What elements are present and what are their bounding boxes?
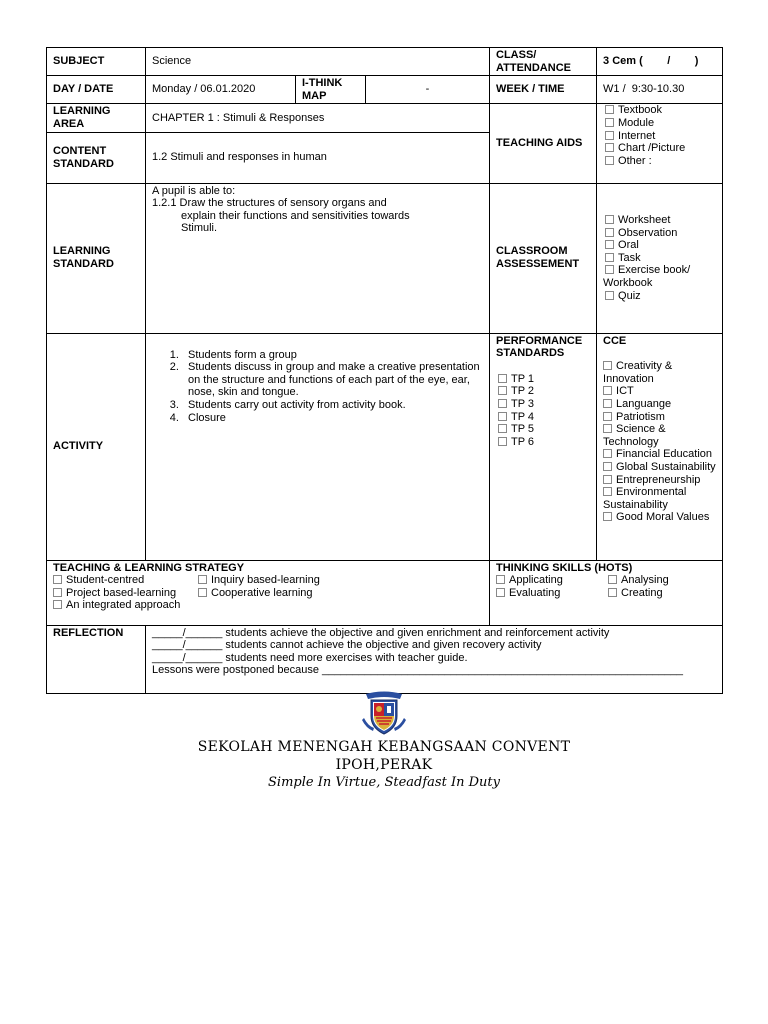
- classroom-assessment-label: CLASSROOM ASSESSEMENT: [490, 183, 597, 333]
- assess-list-item[interactable]: [603, 239, 716, 252]
- assess-list-item[interactable]: [603, 227, 716, 240]
- checkbox-icon[interactable]: [496, 588, 505, 597]
- learning-standard-value: [146, 183, 490, 333]
- ls-line-4: Stimuli.: [181, 222, 218, 235]
- class-label: CLASS/ ATTENDANCE: [490, 48, 597, 76]
- checkbox-icon[interactable]: [498, 386, 507, 395]
- aids-list-text: Textbook: [618, 104, 663, 117]
- assess-list-item[interactable]: [603, 214, 716, 227]
- checkbox-icon[interactable]: [603, 412, 612, 421]
- assess-list-item[interactable]: [603, 264, 716, 277]
- strat-left-text: Project based-learning: [66, 586, 177, 599]
- checkbox-icon[interactable]: [498, 412, 507, 421]
- checkbox-icon[interactable]: [498, 399, 507, 408]
- cce-list-item[interactable]: [603, 398, 716, 411]
- checkbox-icon[interactable]: [603, 462, 612, 471]
- reflection-line-1[interactable]: _____/______ students achieve the objective and given enrichment and reinforcement activity: [152, 626, 610, 639]
- school-name: SEKOLAH MENENGAH KEBANGSAAN CONVENT: [197, 739, 571, 755]
- checkbox-icon[interactable]: [603, 424, 612, 433]
- content-standard-value: 1.2 Stimuli and responses in human: [146, 132, 490, 183]
- cce-list-text: Environmental Sustainability: [603, 486, 687, 511]
- checkbox-icon[interactable]: [603, 386, 612, 395]
- assess-list-item[interactable]: [603, 290, 716, 303]
- subject-value: Science: [146, 48, 490, 76]
- checkbox-icon[interactable]: [605, 240, 614, 249]
- cce-list-item[interactable]: [603, 411, 716, 424]
- reflection-cell: [146, 625, 723, 693]
- subject-label: SUBJECT: [47, 48, 146, 76]
- checkbox-icon[interactable]: [603, 361, 612, 370]
- cce-list-item[interactable]: [603, 486, 716, 511]
- content-standard-label: CONTENT STANDARD: [47, 132, 146, 183]
- strategy-cell: [47, 560, 490, 625]
- cce-list-text: Good Moral Values: [616, 511, 710, 524]
- strat-left-item[interactable]: [53, 599, 198, 612]
- checkbox-icon[interactable]: [605, 118, 614, 127]
- tp-list-item[interactable]: [496, 398, 590, 411]
- lesson-plan-table: [46, 47, 723, 694]
- checkbox-icon[interactable]: [605, 156, 614, 165]
- class-value: 3 Cem ( / ): [597, 48, 723, 76]
- checkbox-icon[interactable]: [603, 512, 612, 521]
- checkbox-icon[interactable]: [198, 575, 207, 584]
- cce-list-text: Entrepreneurship: [616, 473, 701, 486]
- ls-line-3: explain their functions and sensitivities towards: [181, 209, 410, 222]
- checkbox-icon[interactable]: [605, 253, 614, 262]
- checkbox-icon[interactable]: [53, 575, 62, 584]
- checkbox-icon[interactable]: [496, 575, 505, 584]
- ithink-value: -: [366, 76, 490, 104]
- checkbox-icon[interactable]: [198, 588, 207, 597]
- cce-list-text: Financial Education: [616, 448, 713, 461]
- strategy-label: TEACHING & LEARNING STRATEGY: [53, 561, 245, 574]
- assess-list-text: Observation: [618, 226, 678, 239]
- cce-cell: [597, 333, 723, 560]
- teaching-aids-list: [597, 104, 723, 183]
- thinking-label: THINKING SKILLS (HOTS): [496, 561, 633, 574]
- tp-list-item[interactable]: [496, 411, 590, 424]
- assess-list-text: Quiz: [618, 289, 641, 302]
- reflection-line-3[interactable]: _____/______ students need more exercises with teacher guide.: [152, 651, 468, 664]
- checkbox-icon[interactable]: [603, 399, 612, 408]
- school-crest-icon: [360, 688, 408, 736]
- activity-list: [152, 349, 483, 425]
- activity-list-cell: [146, 333, 490, 560]
- cce-list-item[interactable]: [603, 385, 716, 398]
- tp-list-item[interactable]: [496, 423, 590, 436]
- thinking-cell: [490, 560, 723, 625]
- week-value: W1 / 9:30-10.30: [597, 76, 723, 104]
- learning-area-label: LEARNING AREA: [47, 104, 146, 132]
- aids-list-text: Other :: [618, 154, 652, 167]
- think-right-item[interactable]: [606, 587, 669, 600]
- checkbox-icon[interactable]: [53, 600, 62, 609]
- tp-list-item[interactable]: [496, 436, 590, 449]
- checkbox-icon[interactable]: [603, 475, 612, 484]
- tp-list-text: TP 3: [511, 397, 535, 410]
- tp-list-item[interactable]: [496, 373, 590, 386]
- think-left-item[interactable]: [496, 574, 606, 587]
- strat-right-text: Cooperative learning: [211, 586, 313, 599]
- activity-item: 4. Closure: [182, 412, 483, 425]
- activity-label: ACTIVITY: [47, 333, 146, 560]
- ls-line-2: 1.2.1 Draw the structures of sensory organs and: [152, 197, 387, 210]
- checkbox-icon[interactable]: [498, 424, 507, 433]
- assess-list-text: Worksheet: [618, 213, 671, 226]
- think-right-text: Analysing: [621, 574, 669, 587]
- aids-list-item[interactable]: [603, 142, 716, 155]
- activity-item: 2. Students discuss in group and make a creative presentation on the structure and functions of each part of the eye, ear, nose, skin and tongue.: [182, 361, 483, 399]
- tp-list-text: TP 1: [511, 372, 535, 385]
- checkbox-icon[interactable]: [608, 588, 617, 597]
- strat-left-text: Student-centred: [66, 574, 145, 587]
- assess-list-item[interactable]: [603, 252, 716, 265]
- performance-label: PERFORMANCE STANDARDS: [496, 334, 583, 360]
- cce-list-item[interactable]: [603, 511, 716, 524]
- cce-list-text: Patriotism: [616, 410, 665, 423]
- ithink-label: I-THINK MAP: [296, 76, 366, 104]
- day-value: Monday / 06.01.2020: [146, 76, 296, 104]
- checkbox-icon[interactable]: [605, 131, 614, 140]
- cce-list-item[interactable]: [603, 360, 716, 385]
- day-label: DAY / DATE: [47, 76, 146, 104]
- think-left-text: Evaluating: [509, 586, 561, 599]
- school-footer: [0, 688, 768, 792]
- checkbox-icon[interactable]: [498, 374, 507, 383]
- cce-list-item[interactable]: [603, 474, 716, 487]
- think-right-text: Creating: [621, 586, 663, 599]
- aids-list-text: Internet: [618, 129, 656, 142]
- reflection-line-2[interactable]: _____/______ students cannot achieve the objective and given recovery activity: [152, 639, 542, 652]
- cce-list-text: Languange: [616, 397, 672, 410]
- tp-list-text: TP 5: [511, 423, 535, 436]
- checkbox-icon[interactable]: [605, 291, 614, 300]
- week-label: WEEK / TIME: [490, 76, 597, 104]
- tp-list-item[interactable]: [496, 385, 590, 398]
- think-left-item[interactable]: [496, 587, 606, 600]
- strat-right-item[interactable]: [198, 574, 320, 587]
- classroom-assessment-list: [597, 183, 723, 333]
- aids-list-item[interactable]: [603, 155, 716, 168]
- reflection-label: REFLECTION: [47, 625, 146, 693]
- checkbox-icon[interactable]: [605, 105, 614, 114]
- assess-list-text: Oral: [618, 239, 639, 252]
- ls-line-1: A pupil is able to:: [152, 184, 236, 197]
- strat-right-text: Inquiry based-learning: [211, 574, 320, 587]
- strat-left-item[interactable]: [53, 574, 198, 587]
- think-left-text: Applicating: [509, 574, 563, 587]
- tp-list-text: TP 4: [511, 410, 535, 423]
- strat-right-item[interactable]: [198, 587, 320, 600]
- strat-left-text: An integrated approach: [66, 599, 181, 612]
- cce-list-text: Global Sustainability: [616, 460, 716, 473]
- teaching-aids-label: TEACHING AIDS: [490, 104, 597, 183]
- activity-item: 3. Students carry out activity from activity book.: [182, 399, 483, 412]
- reflection-line-4[interactable]: Lessons were postponed because ___________________________________________________________: [152, 664, 683, 677]
- tp-list-text: TP 2: [511, 385, 535, 398]
- checkbox-icon[interactable]: [603, 449, 612, 458]
- checkbox-icon[interactable]: [605, 215, 614, 224]
- cce-list-text: ICT: [616, 385, 634, 398]
- strat-left-item[interactable]: [53, 587, 198, 600]
- checkbox-icon[interactable]: [605, 265, 614, 274]
- aids-list-item[interactable]: [603, 130, 716, 143]
- cce-list-item[interactable]: [603, 423, 716, 448]
- checkbox-icon[interactable]: [498, 437, 507, 446]
- activity-item: 1. Students form a group: [182, 349, 483, 362]
- assess-list-text: Task: [618, 251, 641, 264]
- school-motto: Simple In Virtue, Steadfast In Duty: [268, 775, 500, 790]
- tp-list-text: TP 6: [511, 435, 535, 448]
- cce-list-item[interactable]: [603, 461, 716, 474]
- cce-list-item[interactable]: [603, 448, 716, 461]
- aids-list-item[interactable]: [603, 104, 716, 117]
- think-right-item[interactable]: [606, 574, 669, 587]
- cce-list-text: Creativity & Innovation: [603, 360, 673, 385]
- performance-cell: [490, 333, 597, 560]
- aids-list-text: Module: [618, 116, 655, 129]
- aids-list-text: Chart /Picture: [618, 142, 686, 155]
- school-city: IPOH,PERAK: [335, 757, 433, 773]
- checkbox-icon[interactable]: [605, 228, 614, 237]
- checkbox-icon[interactable]: [608, 575, 617, 584]
- learning-area-value: CHAPTER 1 : Stimuli & Responses: [146, 104, 490, 132]
- assess-list-wrap: Workbook: [603, 276, 653, 289]
- aids-list-item[interactable]: [603, 117, 716, 130]
- cce-list-text: Science & Technology: [603, 423, 666, 448]
- learning-standard-label: LEARNING STANDARD: [47, 183, 146, 333]
- assess-list-text: Exercise book/: [618, 264, 691, 277]
- checkbox-icon[interactable]: [603, 487, 612, 496]
- checkbox-icon[interactable]: [53, 588, 62, 597]
- cce-label: CCE: [603, 334, 627, 347]
- checkbox-icon[interactable]: [605, 143, 614, 152]
